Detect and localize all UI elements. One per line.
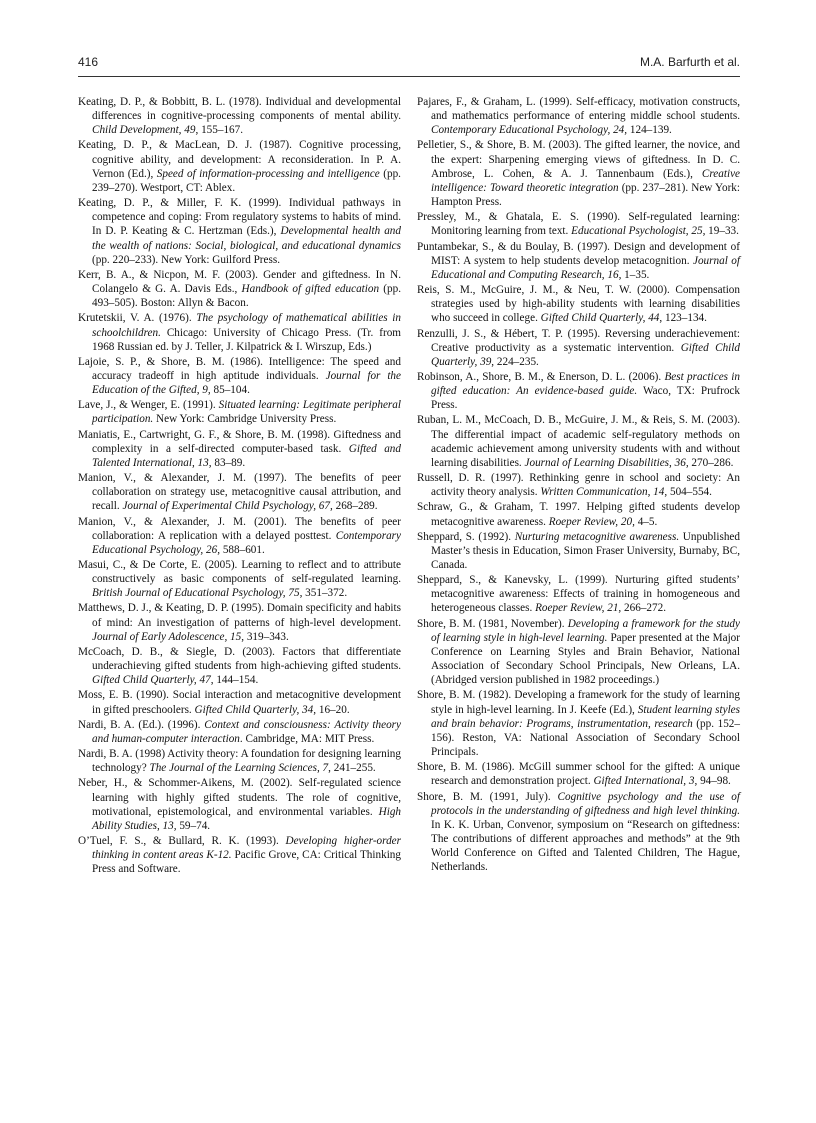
reference-title: Roeper Review, 20, (548, 515, 635, 528)
reference-entry (417, 138, 740, 209)
reference-entry (78, 718, 401, 746)
reference-text: , 319–343. (241, 630, 289, 643)
reference-text: Keating, D. P., & MacLean, D. J. (1987). Cognitive processing, cognitive ability, and development: A reconsideration. In P. A. Vernon (Ed.), (78, 139, 401, 180)
reference-entry (78, 355, 401, 397)
reference-entry (417, 240, 740, 282)
reference-title: Student learning styles and brain behavior: Programs, instrumentation, research (431, 703, 740, 730)
reference-entry (78, 747, 401, 775)
references-left-column (78, 95, 401, 877)
reference-entry (78, 515, 401, 557)
reference-text: Shore, B. M. (1991, July). (417, 790, 558, 803)
reference-text: Keating, D. P., & Miller, F. K. (1999). Individual pathways in competence and coping: From regulatory systems to habits of mind. In D. P. Keating & C. Hertzman (Eds.), (78, 197, 401, 238)
reference-title: British Journal of Educational Psychology, 75, (92, 587, 303, 600)
reference-title: Situated learning: Legitimate peripheral participation. (92, 399, 401, 426)
reference-text: 16–20. (316, 703, 350, 716)
reference-title: Gifted and Talented International, 13, (92, 442, 401, 469)
reference-text: , 241–255. (328, 762, 376, 775)
reference-entry (78, 196, 401, 267)
reference-title: Gifted Child Quarterly, 39 (431, 341, 740, 368)
reference-text: , 123–134. (659, 312, 707, 325)
reference-text: Ruban, L. M., McCoach, D. B., McGuire, J. M., & Reis, S. M. (2003). The differential impact of academic self-regulatory methods on academic achievement among university students with and without learning disabilities. (417, 414, 740, 469)
reference-title: Context and consciousness: Activity theory and human-computer interaction (92, 718, 401, 745)
reference-title: Journal for the Education of the Gifted, 9, (92, 369, 401, 397)
reference-text: Krutetskii, V. A. (1976). (78, 312, 197, 325)
page-number: 416 (78, 55, 99, 69)
reference-text: Matthews, D. J., & Keating, D. P. (1995). Domain specificity and habits of mind: An investigation of patterns of high-level development. (78, 602, 401, 629)
reference-title: The psychology of mathematical abilities in schoolchildren. (92, 312, 401, 339)
reference-text: Masui, C., & De Corte, E. (2005). Learning to reflect and to attribute constructively as basic components of self-regulated learning. (78, 559, 401, 586)
reference-text: 270–286. (688, 456, 734, 469)
reference-title: Gifted Child Quarterly, 34, (194, 703, 317, 716)
reference-text: 83–89. (211, 456, 246, 469)
reference-title: Developmental health and the wealth of nations: Social, biological, and educational dynamics (92, 225, 401, 252)
reference-title: Written Communication, 14 (540, 486, 665, 499)
reference-text: Paper presented at the Major Conference on Learning Styles and Brain Behavior, National Association of Secondary School Principals, New Orleans, LA. (Abridged version published in 1982 proceedings.) (431, 631, 740, 687)
reference-text: 266–272. (621, 602, 666, 615)
reference-text: Shore, B. M. (1982). Developing a framework for the study of learning style in high-level learning. In J. Keefe (Ed.), (417, 689, 740, 716)
reference-entry (417, 573, 740, 615)
reference-entry (78, 311, 401, 353)
reference-text: , 155–167. (195, 124, 244, 137)
reference-entry (417, 327, 740, 369)
reference-text: Unpublished Master’s thesis in Education, Simon Fraser University, Burnaby, BC, Canada. (431, 530, 740, 571)
running-header (78, 55, 740, 75)
reference-title: Gifted International, 3 (593, 775, 695, 788)
reference-text: In K. K. Urban, Convenor, symposium on “Research on giftedness: The contributions of different approaches and methods” at the 9th World Conference on Gifted and Talented Children, The Hague, Netherlands. (431, 818, 740, 874)
reference-entry (417, 283, 740, 325)
reference-text: Renzulli, J. S., & Hébert, T. P. (1995). Reversing underachievement: Creative productivity as a systematic intervention. (417, 327, 740, 354)
reference-text: 124–139. (627, 124, 672, 137)
reference-entry (78, 428, 401, 470)
reference-entry (78, 776, 401, 833)
reference-text: Kerr, B. A., & Nicpon, M. F. (2003). Gender and giftedness. In N. Colangelo & G. A. Davis Eds., (78, 268, 401, 296)
reference-text: 351–372. (302, 587, 348, 600)
references-right-column (417, 95, 740, 875)
reference-text: Puntambekar, S., & du Boulay, B. (1997). Design and development of MIST: A system to help students develop metacognition. (417, 240, 740, 267)
reference-text: 19–33. (705, 225, 739, 238)
reference-entry (78, 688, 401, 716)
reference-entry (417, 370, 740, 412)
reference-text: (pp. 220–233). New York: Guilford Press. (92, 253, 281, 266)
reference-title: Creative intelligence: Toward theoretic integration (431, 167, 740, 194)
reference-entry (78, 95, 401, 137)
reference-title: Contemporary Educational Psychology, 24, (431, 124, 628, 137)
reference-entry (78, 558, 401, 600)
reference-text: Shore, B. M. (1981, November). (417, 617, 568, 630)
reference-text: , 504–554. (664, 486, 712, 499)
reference-title: Educational Psychologist, 25, (571, 225, 706, 238)
reference-text: Lajoie, S. P., & Shore, B. M. (1986). Intelligence: The speed and accuracy tradeoff in high aptitude individuals. (78, 355, 401, 382)
reference-title: Developing higher-order thinking in content areas K-12. (92, 834, 401, 862)
reference-text: New York: Cambridge University Press. (153, 413, 337, 426)
reference-text: Pajares, F., & Graham, L. (1999). Self-efficacy, motivation constructs, and mathematics performance of entering middle school students. (417, 96, 740, 123)
reference-text: 268–289. (332, 500, 378, 513)
reference-text: , 224–235. (491, 355, 539, 368)
running-author: M.A. Barfurth et al. (639, 55, 740, 69)
reference-entry (417, 95, 740, 137)
reference-title: Nurturing metacognitive awareness. (514, 530, 680, 543)
reference-entry (417, 471, 740, 499)
reference-title: Roeper Review, 21, (535, 602, 622, 615)
reference-text: Moss, E. B. (1990). Social interaction and metacognitive development in gifted preschoolers. (78, 689, 401, 716)
reference-entry (78, 471, 401, 513)
reference-text: Lave, J., & Wenger, E. (1991). (78, 399, 219, 412)
reference-title: Gifted Child Quarterly, 47 (92, 674, 211, 687)
reference-title: Child Development, 49 (92, 124, 196, 137)
reference-text: Sheppard, S., & Kanevsky, L. (1999). Nurturing gifted students’ metacognitive awareness: Effects of training in homogeneous and heterogeneous classes. (417, 574, 740, 615)
reference-text: Reis, S. M., McGuire, J. M., & Neu, T. W. (2000). Compensation strategies used by high-ability students with learning disabilities who succeed in college. (417, 284, 740, 325)
reference-text: Keating, D. P., & Bobbitt, B. L. (1978). Individual and developmental differences in cognitive-processing components of mental ability. (78, 96, 401, 123)
reference-text: Pacific Grove, CA: Critical Thinking Press and Software. (92, 849, 401, 876)
reference-text: 588–601. (220, 543, 265, 556)
reference-text: (pp. 493–505). Boston: Allyn & Bacon. (92, 283, 401, 310)
reference-text: McCoach, D. B., & Siegle, D. (2003). Factors that differentiate underachieving gifted students from high-achieving gifted students. (78, 645, 401, 673)
reference-text: O’Tuel, F. S., & Bullard, R. K. (1993). (78, 834, 286, 847)
reference-text: Pressley, M., & Ghatala, E. S. (1990). Self-regulated learning: Monitoring learning from text. (417, 211, 740, 238)
reference-entry (78, 834, 401, 876)
reference-title: Developing a framework for the study of learning style in high-level learning. (431, 617, 740, 644)
reference-entry (78, 398, 401, 426)
reference-text: 1–35. (621, 268, 650, 281)
reference-text: Shore, B. M. (1986). McGill summer school for the gifted: A unique research and demonstration project. (417, 761, 740, 788)
reference-text: Sheppard, S. (1992). (417, 530, 515, 543)
reference-title: Journal of Learning Disabilities, 36, (524, 456, 689, 469)
reference-text: 85–104. (210, 384, 250, 397)
reference-text: Nardi, B. A. (1998) Activity theory: A foundation for designing learning technology? (78, 748, 401, 775)
reference-title: Handbook of gifted education (241, 283, 380, 296)
reference-text: 4–5. (634, 515, 658, 528)
reference-text: Maniatis, E., Cartwright, G. F., & Shore, B. M. (1998). Giftedness and complexity in a self-directed computer-based task. (78, 428, 401, 455)
reference-title: Journal of Educational and Computing Research, 16, (431, 254, 740, 281)
reference-title: The Journal of the Learning Sciences, 7 (149, 762, 329, 775)
reference-entry (417, 790, 740, 875)
reference-text: Nardi, B. A. (Ed.). (1996). (78, 718, 205, 731)
reference-entry (417, 530, 740, 572)
reference-text: Waco, TX: Prufrock Press. (431, 385, 740, 412)
reference-text: . Cambridge, MA: MIT Press. (239, 732, 375, 745)
reference-entry (78, 645, 401, 687)
reference-entry (417, 210, 740, 238)
reference-entry (417, 617, 740, 688)
reference-title: Journal of Experimental Child Psychology, 67, (122, 500, 333, 513)
reference-title: High Ability Studies, 13, (92, 805, 401, 832)
reference-entry (78, 138, 401, 195)
reference-title: Contemporary Educational Psychology, 26, (92, 529, 401, 556)
reference-text: Russell, D. R. (1997). Rethinking genre in school and society: An activity theory analysis. (417, 472, 740, 499)
reference-text: Robinson, A., Shore, B. M., & Enerson, D. L. (2006). (417, 370, 665, 383)
reference-entry (417, 500, 740, 528)
reference-title: Cognitive psychology and the use of protocols in the understanding of giftedness and high level thinking. (431, 790, 740, 817)
reference-text: Manion, V., & Alexander, J. M. (1997). The benefits of peer collaboration on strategy use, metacognitive causal attribution, and recall. (78, 472, 401, 513)
header-rule (78, 76, 740, 77)
reference-title: Best practices in gifted education: An evidence-based guide. (431, 370, 740, 398)
reference-text: (pp. 152–156). Reston, VA: National Association of Secondary School Principals. (431, 717, 740, 759)
reference-entry (417, 760, 740, 788)
reference-text: Schraw, G., & Graham, T. 1997. Helping gifted students develop metacognitive awareness. (417, 501, 740, 528)
reference-text: (pp. 237–281). New York: Hampton Press. (431, 181, 741, 209)
reference-title: Gifted Child Quarterly, 44 (540, 312, 660, 325)
reference-title: Journal of Early Adolescence, 15 (92, 630, 242, 643)
reference-text: Pelletier, S., & Shore, B. M. (2003). The gifted learner, the novice, and the expert: Sharpening emerging views of giftedness. In D. C. Ambrose, L. Cohen, & A. J. Tannenbaum (Eds.), (417, 139, 740, 180)
reference-entry (417, 413, 740, 470)
reference-text: Neber, H., & Schommer-Aikens, M. (2002). Self-regulated science learning with highly gifted students. The role of cognitive, motivational, epistemological, and environmental variables. (78, 777, 401, 818)
reference-entry (417, 688, 740, 759)
reference-entry (78, 601, 401, 643)
reference-text: (pp. 239–270). Westport, CT: Ablex. (92, 167, 401, 194)
reference-text: Manion, V., & Alexander, J. M. (2001). The benefits of peer collaboration: A replication with a delayed posttest. (78, 515, 401, 542)
reference-text: , 144–154. (210, 674, 259, 687)
reference-text: 59–74. (176, 819, 211, 832)
reference-text: , 94–98. (694, 775, 731, 788)
reference-text: Chicago: University of Chicago Press. (Tr. from 1968 Russian ed. by J. Teller, J. Kilpatrick & I. Wirszup, Eds.) (92, 326, 401, 353)
reference-entry (78, 268, 401, 310)
reference-title: Speed of information-processing and intelligence (156, 167, 380, 180)
